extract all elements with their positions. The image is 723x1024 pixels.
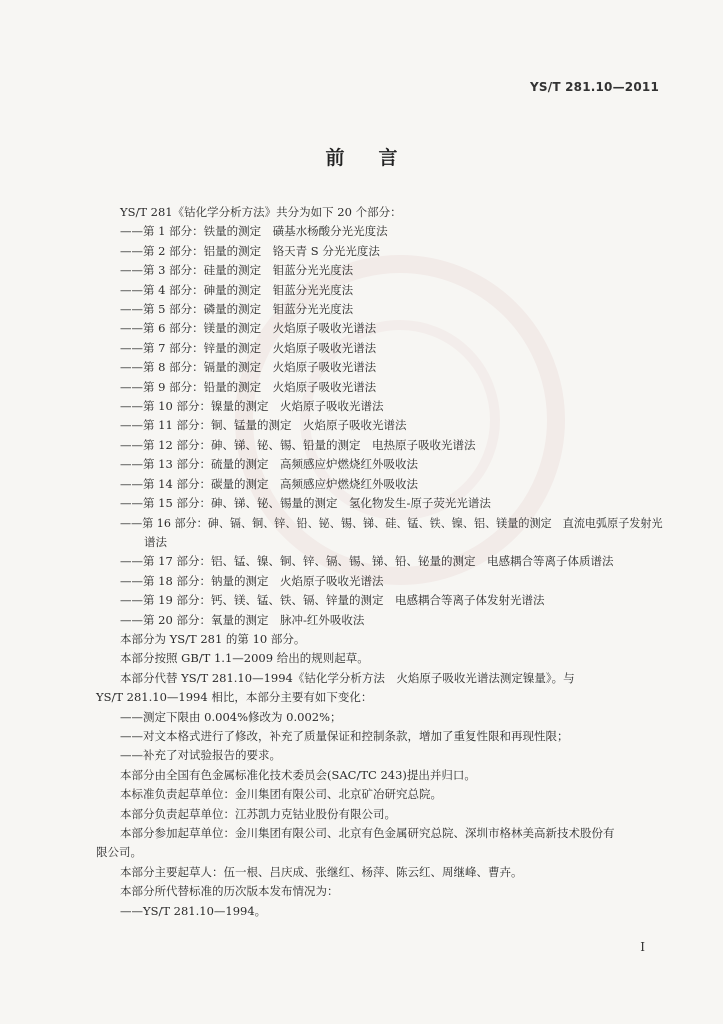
participants-line-2: 限公司。 [96, 845, 142, 860]
page-number: I [640, 940, 645, 954]
replace-line-1: 本部分代替 YS/T 281.10—1994《钴化学分析方法 火焰原子吸收光谱法测定镍量》。与 [120, 670, 575, 685]
standard-code: YS/T 281.10—2011 [530, 80, 659, 94]
replace-line-2: YS/T 281.10—1994 相比，本部分主要有如下变化： [96, 690, 373, 705]
part-item: ——第 12 部分：砷、锑、铋、锡、铅量的测定 电热原子吸收光谱法 [120, 437, 476, 452]
part-item: ——第 14 部分：碳量的测定 高频感应炉燃烧红外吸收法 [120, 476, 418, 491]
intro-line: YS/T 281《钴化学分析方法》共分为如下 20 个部分： [120, 205, 402, 219]
part-item: ——第 5 部分：磷量的测定 钼蓝分光光度法 [120, 302, 354, 317]
part-item: ——第 17 部分：铝、锰、镍、铜、锌、镉、锡、锑、铅、铋量的测定 电感耦合等离子体质谱法 [120, 554, 614, 569]
part-item: ——第 10 部分：镍量的测定 火焰原子吸收光谱法 [120, 399, 384, 414]
part-item: ——第 6 部分：镁量的测定 火焰原子吸收光谱法 [120, 321, 377, 336]
part-item: ——第 7 部分：锌量的测定 火焰原子吸收光谱法 [120, 340, 377, 355]
part-item: ——第 13 部分：硫量的测定 高频感应炉燃烧红外吸收法 [120, 457, 418, 472]
change-item: ——测定下限由 0.004%修改为 0.002%； [120, 709, 342, 724]
history-intro: 本部分所代替标准的历次版本发布情况为： [120, 884, 339, 899]
part-item: ——第 1 部分：铁量的测定 磺基水杨酸分光光度法 [120, 224, 388, 239]
part-item: ——第 4 部分：砷量的测定 钼蓝分光光度法 [120, 282, 354, 297]
change-item: ——补充了对试验报告的要求。 [120, 748, 281, 763]
part-item-16-line1: ——第 16 部分：砷、镉、铜、锌、铅、铋、锡、锑、硅、锰、铁、镍、铝、镁量的测定 直流电弧原子发射光 [120, 516, 663, 530]
part-item-16-line2: 谱法 [144, 534, 167, 549]
part-item: ——第 15 部分：砷、锑、铋、锡量的测定 氢化物发生-原子荧光光谱法 [120, 496, 491, 511]
main-drafters: 本部分主要起草人：伍一根、吕庆成、张继红、杨萍、陈云红、周继峰、曹卉。 [120, 864, 523, 879]
part-item: ——第 3 部分：硅量的测定 钼蓝分光光度法 [120, 263, 354, 278]
foreword-body [96, 203, 662, 921]
part-item: ——第 9 部分：铅量的测定 火焰原子吸收光谱法 [120, 379, 377, 394]
part-item: ——第 18 部分：钠量的测定 火焰原子吸收光谱法 [120, 573, 384, 588]
page-title: 前言 [325, 147, 432, 169]
change-item: ——对文本格式进行了修改，补充了质量保证和控制条款，增加了重复性限和再现性限； [120, 728, 569, 743]
part-item: ——第 11 部分：铜、锰量的测定 火焰原子吸收光谱法 [120, 418, 407, 433]
part-item: ——第 20 部分：氧量的测定 脉冲-红外吸收法 [120, 612, 365, 627]
part-item: ——第 2 部分：铝量的测定 铬天青 S 分光光度法 [120, 243, 380, 258]
statement-part: 本部分为 YS/T 281 的第 10 部分。 [120, 631, 306, 646]
proposed-by: 本部分由全国有色金属标准化技术委员会(SAC/TC 243)提出并归口。 [120, 767, 476, 782]
part-item: ——第 19 部分：钙、镁、锰、铁、镉、锌量的测定 电感耦合等离子体发射光谱法 [120, 593, 545, 608]
part-item: ——第 8 部分：镉量的测定 火焰原子吸收光谱法 [120, 360, 377, 375]
co-drafting-unit: 本部分负责起草单位：江苏凯力克钴业股份有限公司。 [120, 806, 396, 821]
history-item: ——YS/T 281.10—1994。 [120, 903, 267, 918]
lead-drafting-units: 本标准负责起草单位：金川集团有限公司、北京矿冶研究总院。 [120, 787, 442, 802]
participants-line-1: 本部分参加起草单位：金川集团有限公司、北京有色金属研究总院、深圳市格林美高新技术股份有 [120, 826, 615, 840]
statement-drafting: 本部分按照 GB/T 1.1—2009 给出的规则起草。 [120, 651, 369, 666]
